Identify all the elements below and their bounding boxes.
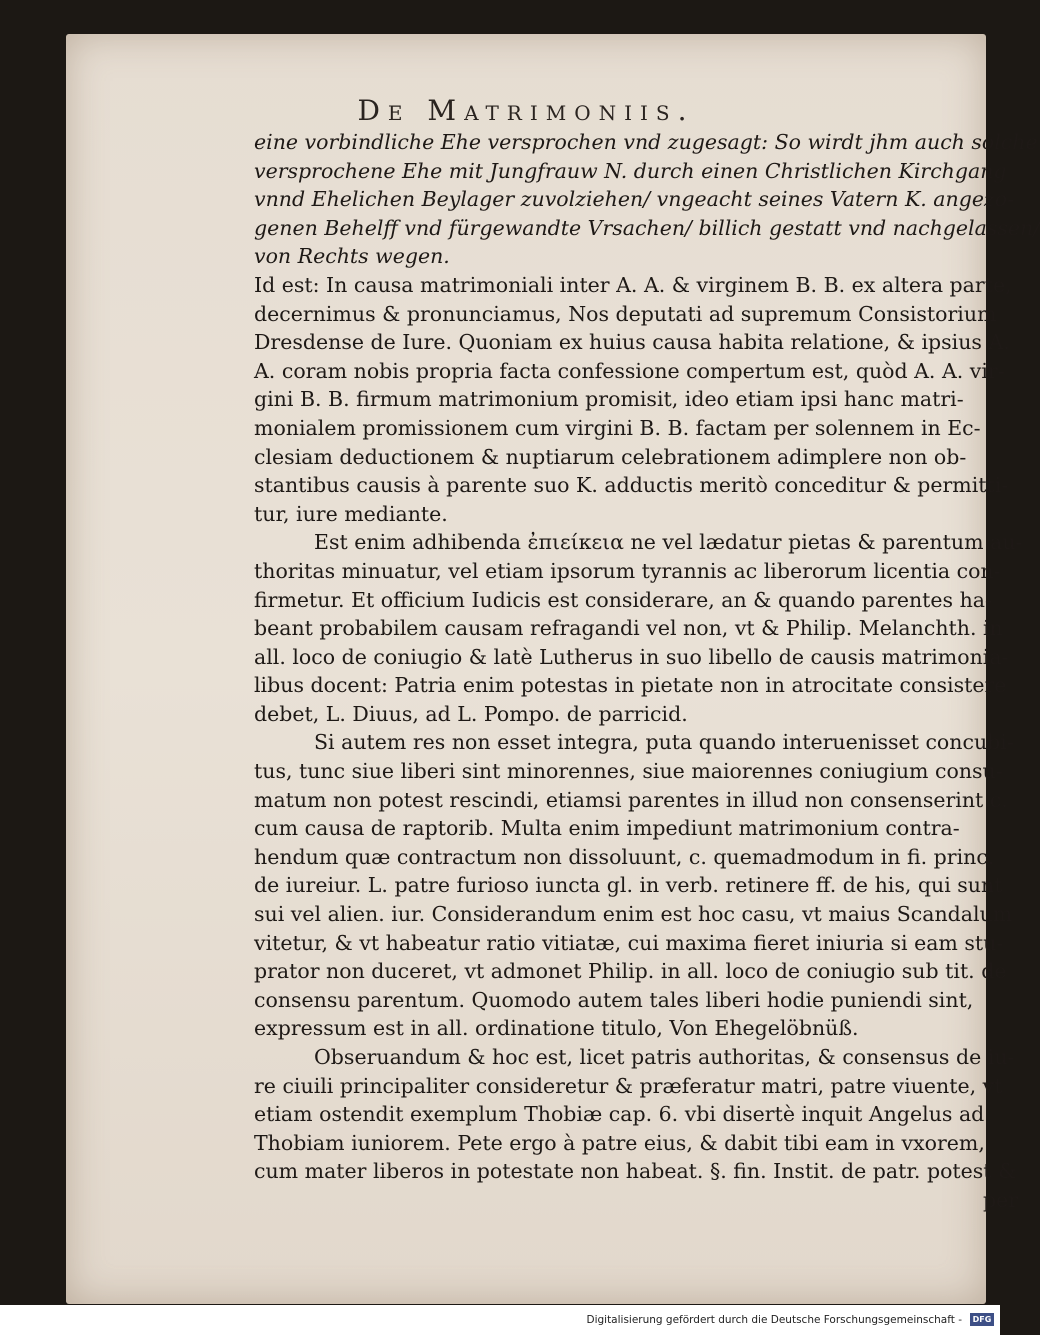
footer-credit: Digitalisierung gefördert durch die Deutsche Forschungsgemeinschaft - [586, 1314, 962, 1326]
text-line: gini B. B. firmum matrimonium promisit, ideo etiam ipsi hanc matri- [254, 387, 964, 412]
text-line: A. coram nobis propria facta confessione compertum est, quòd A. A. vir- [254, 358, 1005, 383]
text-line: consensu parentum. Quomodo autem tales liberi hodie puniendi sint, [254, 987, 974, 1012]
text-line: vitetur, & vt habeatur ratio vitiatæ, cui maxima fieret iniuria si eam stu- [254, 930, 1004, 955]
text-line: Si autem res non esset integra, puta quando interuenisset concubi- [314, 730, 1014, 755]
running-head: De Matrimoniis. [357, 94, 695, 127]
text-line: Dresdense de Iure. Quoniam ex huius causa habita relatione, & ipsius A. [254, 330, 1010, 355]
text-line: expressum est in all. ordinatione titulo, Von Ehegelöbnüß. [254, 1016, 859, 1041]
body-text [254, 128, 1040, 1215]
text-line: vnnd Ehelichen Beylager zuvolziehen/ vngeacht seines Vatern K. angezo- [254, 187, 1015, 212]
text-line: cum causa de raptorib. Multa enim impediunt matrimonium contra- [254, 816, 960, 841]
text-line: prator non duceret, vt admonet Philip. in all. loco de coniugio sub tit. de [254, 959, 1007, 984]
text-line: tus, tunc siue liberi sint minorennes, siue maiorennes coniugium consu- [254, 759, 1003, 784]
text-line: all. loco de coniugio & latè Lutherus in suo libello de causis matrimonia- [254, 644, 1009, 669]
text-line: monialem promissionem cum virgini B. B. factam per solennem in Ec- [254, 415, 981, 440]
text-line: von Rechts wegen. [254, 244, 450, 269]
text-line: thoritas minuatur, vel etiam ipsorum tyrannis ac liberorum licentia con- [254, 558, 1001, 583]
text-line: cum mater liberos in potestate non habeat. §. fin. Instit. de patr. potest & [254, 1159, 1017, 1184]
text-line: stantibus causis à parente suo K. adductis meritò conceditur & permitti- [254, 473, 1009, 498]
text-line: eine vorbindliche Ehe versprochen vnd zugesagt: So wirdt jhm auch solche [254, 130, 1038, 154]
text-line: de iureiur. L. patre furioso iuncta gl. in verb. retinere ff. de his, qui sunt [254, 873, 1003, 898]
text-line: decernimus & pronunciamus, Nos deputati ad supremum Consistorium [254, 301, 997, 326]
text-line: libus docent: Patria enim potestas in pietate non in atrocitate consistere [254, 673, 1007, 698]
text-line: etiam ostendit exemplum Thobiæ cap. 6. vbi disertè inquit Angelus ad [254, 1102, 985, 1127]
text-line: versprochene Ehe mit Jungfrauw N. durch einen Christlichen Kirchgang [254, 158, 1007, 183]
text-line: Obseruandum & hoc est, licet patris authoritas, & consensus de iu- [314, 1045, 1015, 1069]
text-line: matum non potest rescindi, etiamsi parentes in illud non consenserint c. [254, 787, 1008, 812]
text-line: debet, L. Diuus, ad L. Pompo. de parricid. [254, 701, 688, 726]
text-line: tur, iure mediante. [254, 501, 448, 526]
text-line: re ciuili principaliter consideretur & præferatur matri, patre viuente, vt [254, 1073, 1003, 1098]
text-line: hendum quæ contractum non dissoluunt, c. quemadmodum in fi. princ. [254, 844, 995, 869]
text-line: Id est: In causa matrimoniali inter A. A. & virginem B. B. ex altera parte, [254, 272, 1012, 297]
book-page [66, 34, 1040, 1304]
catchword: per [982, 1187, 1018, 1212]
text-line: firmetur. Et officium Iudicis est considerare, an & quando parentes ha- [254, 587, 992, 612]
text-line: beant probabilem causam refragandi vel non, vt & Philip. Melanchth. in [254, 616, 1003, 641]
digitization-footer [0, 1305, 1000, 1335]
text-line: Thobiam iuniorem. Pete ergo à patre eius, & dabit tibi eam in vxorem, [254, 1130, 985, 1155]
text-line: clesiam deductionem & nuptiarum celebrationem adimplere non ob- [254, 444, 967, 469]
text-line: sui vel alien. iur. Considerandum enim est hoc casu, vt maius Scandalum [254, 902, 1013, 927]
text-line: genen Behelff vnd fürgewandte Vrsachen/ billich gestatt vnd nachgelassen/ [254, 215, 1040, 240]
text-line: Est enim adhibenda ἐπιείκεια ne vel lædatur pietas & parentum au- [314, 530, 1023, 555]
dfg-logo-icon: DFG [970, 1313, 994, 1326]
